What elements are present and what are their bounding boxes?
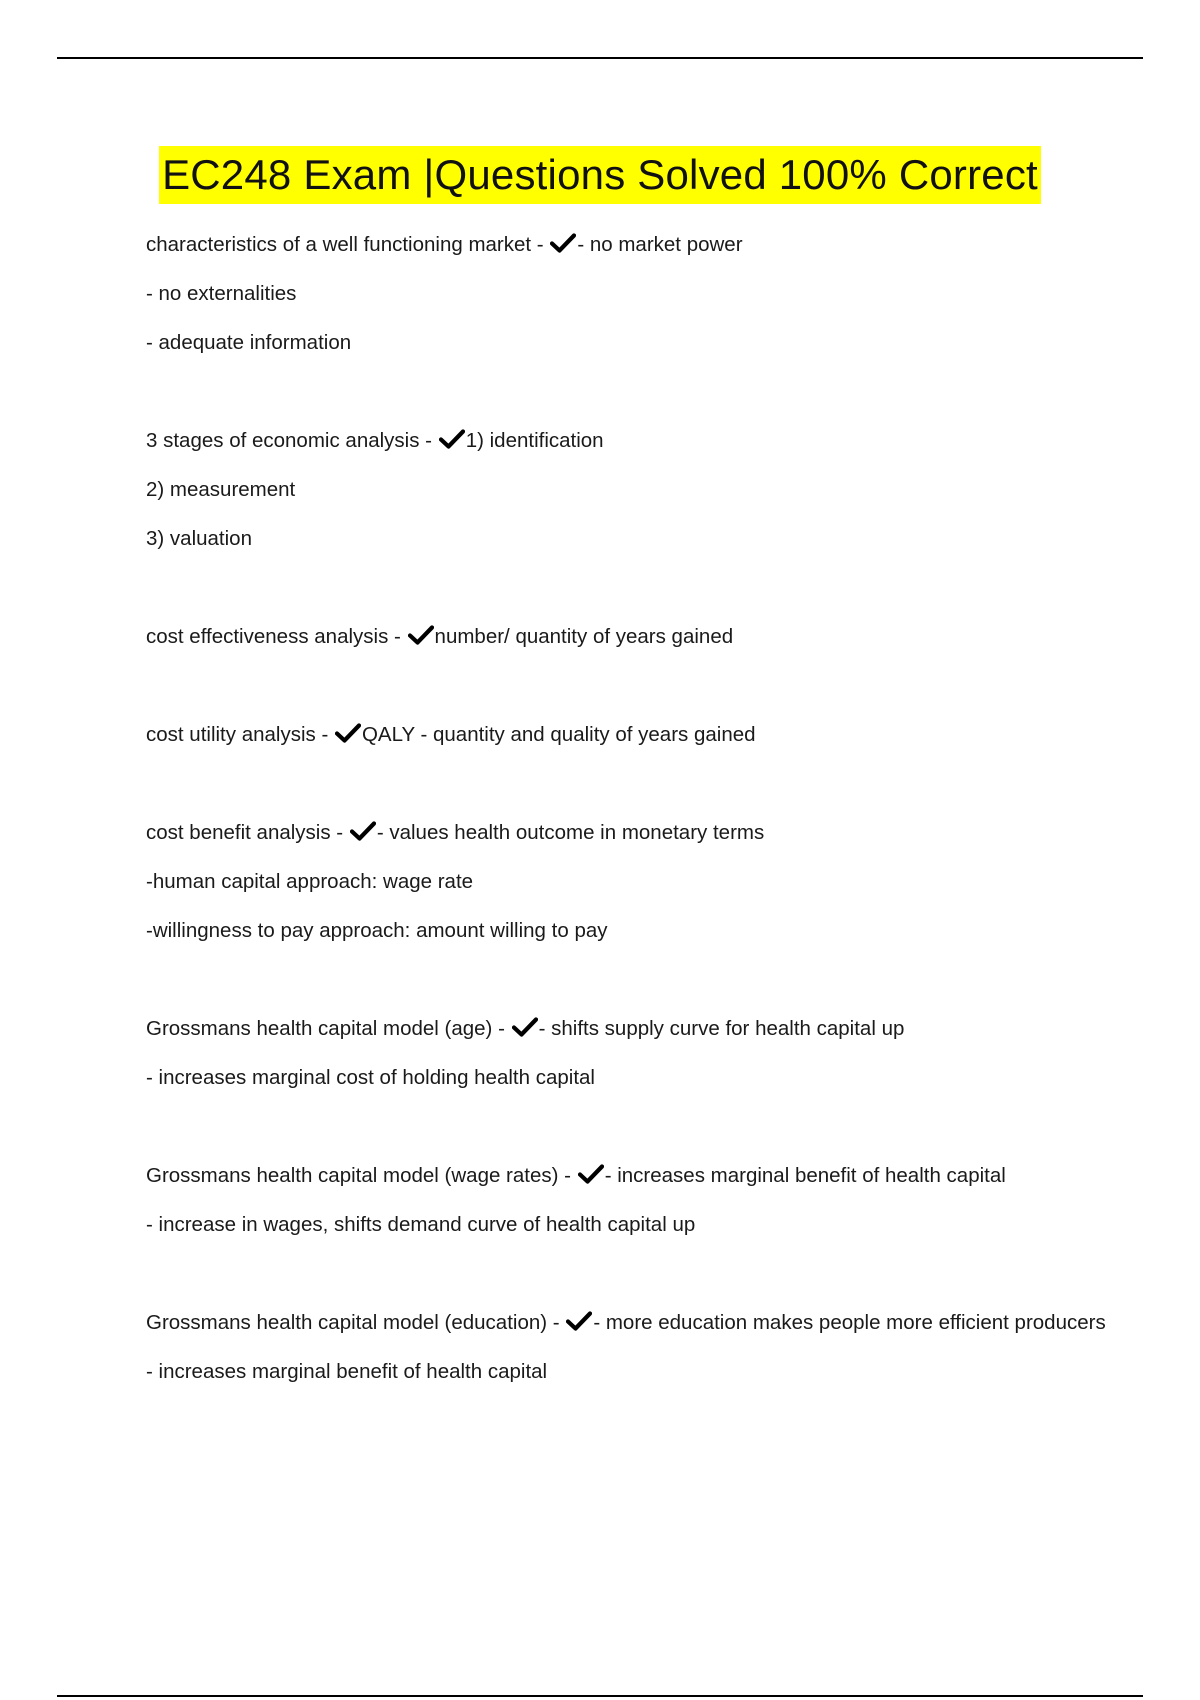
qa-term: Grossmans health capital model (age) bbox=[146, 1017, 493, 1040]
qa-separator: - bbox=[492, 1017, 511, 1040]
qa-answer: - shifts supply curve for health capital up bbox=[538, 1017, 905, 1040]
qa-question-line bbox=[146, 1306, 1106, 1339]
qa-question-line bbox=[146, 620, 1106, 653]
qa-separator: - bbox=[330, 821, 349, 844]
qa-extra-line: -human capital approach: wage rate bbox=[146, 870, 474, 893]
check-icon bbox=[335, 723, 361, 743]
qa-entry bbox=[146, 718, 1106, 751]
qa-entry bbox=[146, 816, 1106, 947]
qa-extra-line: - increases marginal cost of holding health capital bbox=[146, 1066, 595, 1089]
qa-separator: - bbox=[547, 1311, 566, 1334]
check-icon bbox=[512, 1017, 538, 1037]
check-icon bbox=[350, 821, 376, 841]
qa-question-line bbox=[146, 1012, 1106, 1045]
qa-question-line bbox=[146, 718, 1106, 751]
qa-answer: 1) identification bbox=[465, 429, 604, 452]
qa-extra-line: - increase in wages, shifts demand curve of health capital up bbox=[146, 1213, 696, 1236]
qa-question-line bbox=[146, 1159, 1106, 1192]
title-wrap bbox=[0, 146, 1200, 204]
qa-extra-line: 2) measurement bbox=[146, 478, 296, 501]
qa-entry bbox=[146, 1012, 1106, 1094]
qa-term: 3 stages of economic analysis bbox=[146, 429, 420, 452]
qa-separator: - bbox=[315, 723, 334, 746]
qa-answer: - no market power bbox=[577, 233, 743, 256]
qa-question-line bbox=[146, 424, 1106, 457]
check-icon bbox=[566, 1311, 592, 1331]
qa-separator: - bbox=[558, 1164, 577, 1187]
qa-list bbox=[146, 228, 1106, 1453]
qa-entry bbox=[146, 1306, 1106, 1388]
check-icon bbox=[408, 625, 434, 645]
qa-term: Grossmans health capital model (education) bbox=[146, 1311, 548, 1334]
qa-answer: - more education makes people more efficient producers bbox=[593, 1311, 1106, 1334]
qa-answer: QALY - quantity and quality of years gained bbox=[361, 723, 756, 746]
check-icon bbox=[439, 429, 465, 449]
qa-question-line bbox=[146, 228, 1106, 261]
qa-extra-line: - adequate information bbox=[146, 331, 352, 354]
qa-separator: - bbox=[419, 429, 438, 452]
qa-term: cost benefit analysis bbox=[146, 821, 331, 844]
qa-extra-line: - no externalities bbox=[146, 282, 297, 305]
check-icon bbox=[550, 233, 576, 253]
qa-term: cost effectiveness analysis bbox=[146, 625, 389, 648]
qa-entry bbox=[146, 228, 1106, 359]
qa-entry bbox=[146, 620, 1106, 653]
qa-entry bbox=[146, 424, 1106, 555]
qa-term: Grossmans health capital model (wage rates) bbox=[146, 1164, 559, 1187]
qa-separator: - bbox=[388, 625, 407, 648]
qa-separator: - bbox=[531, 233, 550, 256]
qa-answer: number/ quantity of years gained bbox=[434, 625, 734, 648]
qa-question-line bbox=[146, 816, 1106, 849]
qa-term: cost utility analysis bbox=[146, 723, 316, 746]
check-icon bbox=[578, 1164, 604, 1184]
qa-term: characteristics of a well functioning market bbox=[146, 233, 532, 256]
qa-entry bbox=[146, 1159, 1106, 1241]
document-title: EC248 Exam |Questions Solved 100% Correct bbox=[159, 146, 1041, 204]
qa-answer: - values health outcome in monetary terms bbox=[376, 821, 765, 844]
bottom-rule bbox=[57, 1695, 1143, 1697]
qa-extra-line: - increases marginal benefit of health capital bbox=[146, 1360, 548, 1383]
top-rule bbox=[57, 57, 1143, 59]
qa-extra-line: 3) valuation bbox=[146, 527, 252, 550]
qa-extra-line: -willingness to pay approach: amount willing to pay bbox=[146, 919, 608, 942]
qa-answer: - increases marginal benefit of health capital bbox=[604, 1164, 1006, 1187]
